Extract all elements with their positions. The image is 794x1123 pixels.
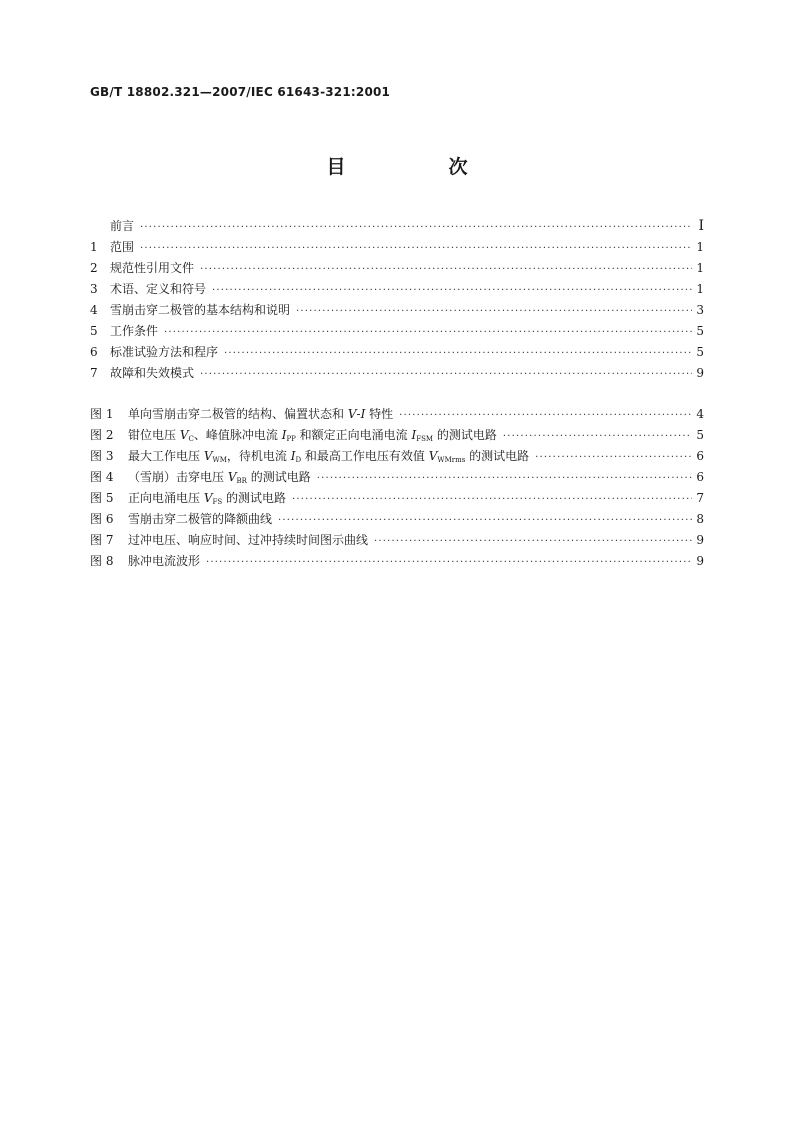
toc-entry-terms[interactable] [90,280,704,301]
italic-symbol: V [203,491,213,505]
figure-page: 8 [696,512,704,526]
figure-page: 6 [696,449,704,463]
toc-entry-number: 6 [90,345,98,359]
toc-entry-page: 5 [696,324,704,338]
label-text: 正向电涌电压 [128,491,204,505]
figure-number: 图 4 [90,470,114,484]
toc-entry-number: 4 [90,303,98,317]
figure-label [128,426,503,443]
figure-label [128,531,374,548]
dot-leader [399,410,692,421]
toc-entry-number: 2 [90,261,98,275]
figure-label [128,552,206,569]
toc-figure-entry[interactable] [90,552,704,573]
dot-leader [317,473,692,484]
label-text: 脉冲电流波形 [128,554,201,568]
toc-entry-label: 规范性引用文件 [110,261,195,275]
italic-symbol: V [347,407,357,421]
dot-leader [164,327,692,338]
toc-entry-page: Ⅰ [698,218,704,234]
symbol-subscript: PP [286,435,296,443]
figure-number: 图 2 [90,428,114,442]
italic-symbol: I [290,449,296,463]
toc-entry-test-methods[interactable] [90,343,704,364]
figure-label [128,468,317,485]
figure-page: 7 [696,491,704,505]
symbol-subscript: WMrms [437,456,466,464]
toc-figure-entry[interactable] [90,468,704,489]
dot-leader [535,452,692,463]
dot-leader [224,348,692,359]
toc-entry-page: 1 [696,240,704,254]
symbol-subscript: D [295,456,302,464]
dot-leader [296,306,692,317]
italic-symbol: V [227,470,237,484]
label-text: 的测试电路 [433,428,497,442]
toc-entry-number: 3 [90,282,98,296]
label-text: 特性 [365,407,394,421]
toc-figure-entry[interactable] [90,531,704,552]
label-text: （雪崩）击穿电压 [128,470,228,484]
label-text: 最大工作电压 [128,449,204,463]
figure-page: 6 [696,470,704,484]
toc-sections-list [90,217,704,385]
italic-symbol: V [203,449,213,463]
toc-entry-page: 1 [696,282,704,296]
figure-page: 5 [696,428,704,442]
standard-code: GB/T 18802.321—2007/IEC 61643-321:2001 [90,85,391,99]
toc-figure-entry[interactable] [90,489,704,510]
toc-entry-number: 1 [90,240,98,254]
toc-entry-number: 7 [90,366,98,380]
figure-number: 图 7 [90,533,114,547]
label-text: 和最高工作电压有效值 [301,449,429,463]
symbol-subscript: FSM [416,435,434,443]
label-text: 和额定正向电涌电流 [295,428,412,442]
toc-figure-entry[interactable] [90,426,704,447]
dot-leader [200,264,692,275]
toc-entry-foreword[interactable] [90,217,704,238]
figure-label [128,405,399,422]
dot-leader [292,494,692,505]
toc-entry-normative-references[interactable] [90,259,704,280]
figure-number: 图 5 [90,491,114,505]
italic-symbol: I [360,407,366,421]
label-text: 、峰值脉冲电流 [193,428,282,442]
figure-label [128,489,292,506]
toc-entry-basic-structure[interactable] [90,301,704,322]
toc-entry-label: 前言 [110,219,135,233]
dot-leader [503,431,692,442]
symbol-subscript: BR [236,477,247,485]
italic-symbol: I [281,428,287,442]
italic-symbol: I [411,428,417,442]
dot-leader [140,222,692,233]
label-text: 单向雪崩击穿二极管的结构、偏置状态和 [128,407,348,421]
toc-figure-entry[interactable] [90,510,704,531]
figure-number: 图 8 [90,554,114,568]
figure-label [128,447,535,464]
figure-label [128,510,278,527]
toc-entry-label: 工作条件 [110,324,159,338]
label-text: 雪崩击穿二极管的降额曲线 [128,512,273,526]
toc-title: 目 次 [326,156,510,178]
toc-figure-entry[interactable] [90,405,704,426]
toc-entry-service-conditions[interactable] [90,322,704,343]
toc-entry-failure-modes[interactable] [90,364,704,385]
toc-entry-page: 1 [696,261,704,275]
toc-figures-list [90,405,704,573]
italic-symbol: V [428,449,438,463]
symbol-subscript: WM [212,456,227,464]
label-text: - [356,407,361,421]
toc-entry-page: 5 [696,345,704,359]
figure-number: 图 1 [90,407,114,421]
label-text: 的测试电路 [222,491,286,505]
dot-leader [212,285,692,296]
toc-entry-page: 3 [696,303,704,317]
label-text: 的测试电路 [465,449,530,463]
symbol-subscript: C [188,435,194,443]
toc-entry-label: 标准试验方法和程序 [110,345,219,359]
toc-entry-label: 术语、定义和符号 [110,282,207,296]
toc-entry-page: 9 [696,366,704,380]
label-text: ，待机电流 [226,449,291,463]
toc-figure-entry[interactable] [90,447,704,468]
label-text: 的测试电路 [246,470,311,484]
dot-leader [278,515,692,526]
figure-page: 9 [696,533,704,547]
toc-entry-number: 5 [90,324,98,338]
dot-leader [374,536,692,547]
dot-leader [140,243,692,254]
figure-number: 图 3 [90,449,114,463]
toc-entry-scope[interactable] [90,238,704,259]
figure-number: 图 6 [90,512,114,526]
toc-entry-label: 故障和失效模式 [110,366,195,380]
figure-page: 4 [696,407,704,421]
figure-page: 9 [696,554,704,568]
dot-leader [200,369,692,380]
symbol-subscript: FS [212,498,223,506]
label-text: 过冲电压、响应时间、过冲持续时间图示曲线 [128,533,369,547]
dot-leader [206,557,692,568]
italic-symbol: V [179,428,189,442]
label-text: 钳位电压 [128,428,180,442]
toc-entry-label: 雪崩击穿二极管的基本结构和说明 [110,303,291,317]
toc-entry-label: 范围 [110,240,135,254]
